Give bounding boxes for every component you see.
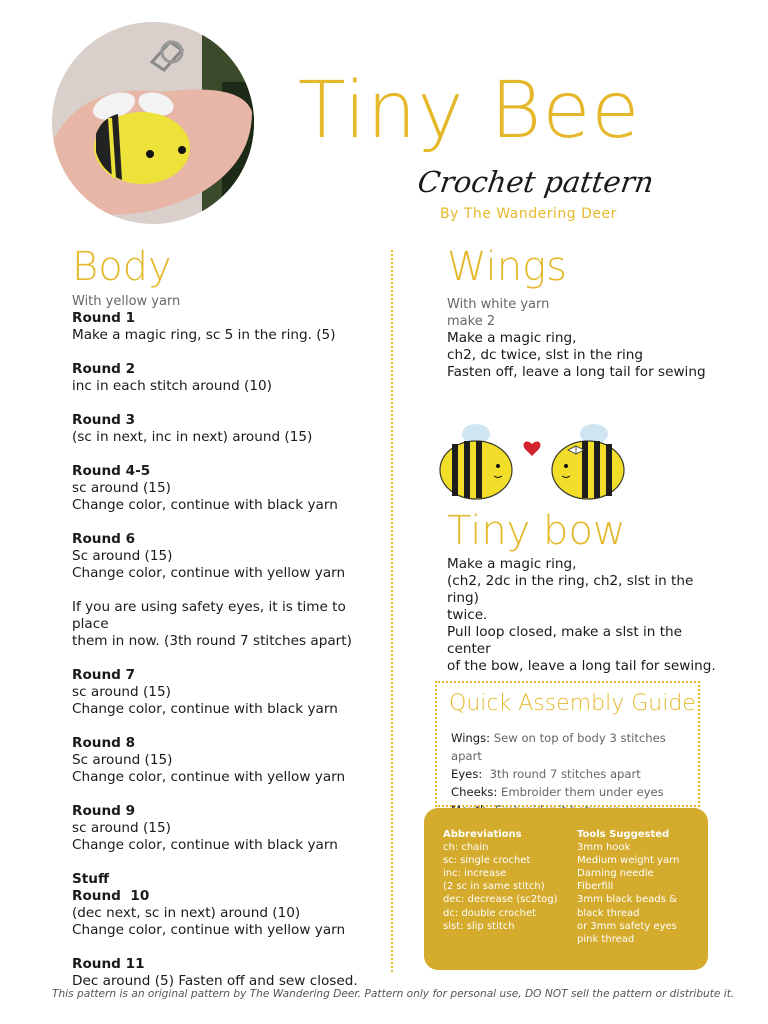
round-step: [72, 599, 372, 650]
wings-instructions: [447, 330, 717, 381]
abbreviation-item: (2 sc in same stitch): [443, 881, 545, 893]
abbreviation-item: ch: chain: [443, 842, 489, 854]
round-title: Round 6: [72, 531, 136, 547]
guide-row: [451, 783, 698, 801]
body-heading: Body: [72, 244, 172, 290]
round-title: Round 10: [72, 888, 150, 904]
body-section: [72, 246, 372, 1007]
round-title: Round 11: [72, 956, 145, 972]
guide-label: Eyes:: [451, 767, 483, 781]
rounds-list: [72, 310, 372, 990]
guide-text: Embroider them under eyes: [497, 785, 664, 799]
body-note: With yellow yarn: [72, 294, 181, 309]
author-byline: By The Wandering Deer: [440, 206, 617, 222]
round-step: [72, 667, 372, 718]
wings-heading: Wings: [447, 244, 567, 290]
round-step: [72, 310, 372, 344]
bee-keychain-photo: [52, 22, 254, 224]
abbreviation-item: inc: increase: [443, 868, 507, 880]
round-instruction: If you are using safety eyes, it is time to place: [72, 599, 346, 632]
bow-line: twice.: [447, 607, 488, 623]
footer-note: This pattern is an original pattern by The Wandering Deer. Pattern only for personal use, DO NOT sell the pattern or distribute it.: [52, 988, 735, 1000]
page-title: Tiny Bee: [298, 66, 641, 156]
round-instruction: Dec around (5) Fasten off and sew closed.: [72, 973, 358, 989]
wings-note-yarn: With white yarn: [447, 297, 550, 312]
round-instruction: inc in each stitch around (10): [72, 378, 272, 394]
abbreviation-item: dc: double crochet: [443, 907, 537, 919]
round-title: Stuff: [72, 871, 109, 887]
round-instruction: Change color, continue with yellow yarn: [72, 922, 346, 938]
column-divider: [391, 250, 393, 972]
round-instruction: Change color, continue with yellow yarn: [72, 565, 346, 581]
abbreviations-heading: Abbreviations: [443, 829, 522, 840]
tool-item: pink thread: [577, 933, 635, 945]
bow-section: [447, 510, 717, 675]
bow-line: (ch2, 2dc in the ring, ch2, slst in the ring): [447, 573, 694, 606]
round-step: [72, 803, 372, 854]
guide-label: Wings:: [451, 731, 491, 745]
round-step: [72, 412, 372, 446]
round-title: Round 8: [72, 735, 136, 751]
bow-line: Pull loop closed, make a slst in the center: [447, 624, 683, 657]
wings-line: Make a magic ring,: [447, 330, 577, 346]
round-instruction: sc around (15): [72, 820, 171, 836]
round-instruction: Change color, continue with black yarn: [72, 497, 338, 513]
round-step: [72, 531, 372, 582]
round-instruction: them in now. (3th round 7 stitches apart): [72, 633, 352, 649]
guide-text: Sew on top of body 3 stitches apart: [451, 731, 666, 763]
tool-item: or 3mm safety eyes: [577, 920, 677, 932]
round-step: [72, 735, 372, 786]
abbreviation-item: slst: slip stitch: [443, 920, 515, 932]
round-step: [72, 361, 372, 395]
bow-line: Make a magic ring,: [447, 556, 577, 572]
round-instruction: Make a magic ring, sc 5 in the ring. (5): [72, 327, 336, 343]
tools-list: [577, 828, 679, 946]
bees-illustration: [436, 420, 636, 510]
round-instruction: Sc around (15): [72, 752, 173, 768]
round-instruction: sc around (15): [72, 480, 171, 496]
bow-line: of the bow, leave a long tail for sewing.: [447, 658, 716, 674]
round-title: Round 1: [72, 310, 136, 326]
bow-instructions: [447, 556, 717, 675]
tool-item: 3mm hook: [577, 842, 631, 854]
round-title: Round 4-5: [72, 463, 151, 479]
abbreviations-list: [443, 828, 558, 933]
bow-heading: Tiny bow: [447, 508, 626, 554]
round-title: Round 2: [72, 361, 136, 377]
tools-heading: Tools Suggested: [577, 829, 670, 840]
abbreviation-item: sc: single crochet: [443, 855, 531, 867]
tool-item: Medium weight yarn: [577, 855, 680, 867]
wings-note-count: make 2: [447, 314, 496, 329]
wings-line: Fasten off, leave a long tail for sewing: [447, 364, 706, 380]
round-step: [72, 463, 372, 514]
tool-item: 3mm black beads &: [577, 894, 677, 906]
tool-item: black thread: [577, 907, 640, 919]
round-instruction: Change color, continue with black yarn: [72, 837, 338, 853]
round-title: Round 3: [72, 412, 136, 428]
guide-row: [451, 765, 698, 783]
guide-title: Quick Assembly Guide: [449, 691, 696, 716]
abbreviation-item: dec: decrease (sc2tog): [443, 894, 558, 906]
round-instruction: Change color, continue with yellow yarn: [72, 769, 346, 785]
round-title: Round 9: [72, 803, 136, 819]
guide-label: Cheeks:: [451, 785, 498, 799]
round-instruction: sc around (15): [72, 684, 171, 700]
guide-rows: [451, 729, 698, 819]
page-subtitle: Crochet pattern: [415, 165, 656, 199]
round-instruction: Sc around (15): [72, 548, 173, 564]
guide-text: 3th round 7 stitches apart: [482, 767, 641, 781]
tool-item: Darning needle: [577, 868, 654, 880]
guide-row: [451, 729, 698, 765]
wings-section: [447, 246, 717, 381]
wings-line: ch2, dc twice, slst in the ring: [447, 347, 644, 363]
round-instruction: Change color, continue with black yarn: [72, 701, 338, 717]
assembly-guide: [435, 681, 700, 807]
round-instruction: (dec next, sc in next) around (10): [72, 905, 301, 921]
round-instruction: (sc in next, inc in next) around (15): [72, 429, 313, 445]
round-step: [72, 871, 372, 939]
tool-item: Fiberfill: [577, 881, 614, 893]
round-step: [72, 956, 372, 990]
abbreviations-box: [424, 808, 708, 970]
round-title: Round 7: [72, 667, 136, 683]
